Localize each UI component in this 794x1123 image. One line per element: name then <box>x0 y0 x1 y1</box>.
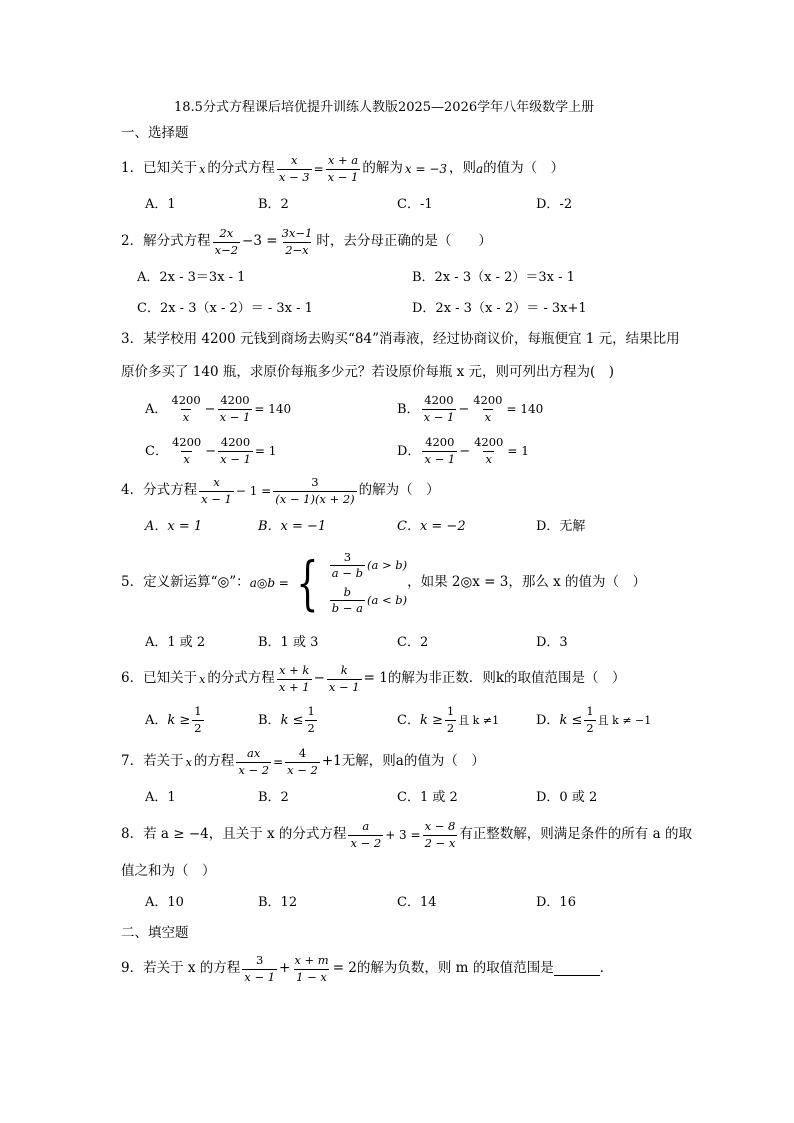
q2-text-2: 时，去分母正确的是（ ） <box>316 233 492 250</box>
q1-option-d[interactable]: D．-2 <box>536 197 573 212</box>
q6-op: − <box>313 670 325 687</box>
q1-solution: x = −3 <box>404 162 448 176</box>
document-title: 18.5分式方程课后培优提升训练人教版2025—2026学年八年级数学上册 <box>174 100 595 115</box>
q6-option-c[interactable]: C． k ≥ $\frac{1}{2}$ 且 k ≠1 <box>397 704 500 735</box>
q8-text: 若 a ≥ −4，且关于 x 的分式方程 <box>143 826 347 843</box>
q5-number: 5． <box>121 574 144 591</box>
q1-option-a[interactable]: A．1 <box>145 197 176 212</box>
q1-number: 1． <box>121 160 144 177</box>
q7-option-c[interactable]: C．1 或 2 <box>397 790 458 805</box>
q1-text-2: 的分式方程 <box>207 160 275 177</box>
q3-option-c[interactable]: C． $\frac{4200}{x}$ − $\frac{4200}{x - 1}$ = 1 <box>145 435 277 466</box>
q6-text-2: 的分式方程 <box>207 670 275 687</box>
q5-text-2: ，如果 2◎x = 3，那么 x 的值为（ ） <box>407 574 647 591</box>
q6-option-b[interactable]: B． k ≤ $\frac{1}{2}$ <box>258 704 315 735</box>
q1-a-var: a <box>476 162 484 176</box>
q1-option-c[interactable]: C．-1 <box>397 197 433 212</box>
q7-text-3: +1无解，则a的值为（ ） <box>321 753 485 770</box>
q3-option-a[interactable]: A． $\frac{4200}{x}$ − $\frac{4200}{x - 1}$ = 140 <box>145 393 292 424</box>
question-8 <box>121 817 692 853</box>
q1-fraction-1: $\frac{x}{x - 3}$ <box>278 153 310 184</box>
question-4 <box>121 474 440 508</box>
question-1 <box>121 153 564 185</box>
q4-option-a[interactable]: A．x = 1 <box>145 519 203 534</box>
question-7 <box>121 745 485 779</box>
q4-option-d[interactable]: D．无解 <box>536 519 586 534</box>
q5-option-b[interactable]: B．1 或 3 <box>258 635 319 650</box>
q7-text: 若关于 <box>143 753 184 770</box>
q7-option-b[interactable]: B．2 <box>258 790 289 805</box>
q6-fraction-2: $\frac{k}{x - 1}$ <box>328 663 360 694</box>
q9-number: 9． <box>121 960 144 977</box>
q2-fraction-1: $\frac{2x}{x-2}$ <box>214 226 239 257</box>
q7-number: 7． <box>121 753 144 770</box>
question-9 <box>121 951 613 987</box>
q8-option-a[interactable]: A．10 <box>145 895 184 910</box>
q7-fraction-2: $\frac{4}{x - 2}$ <box>287 746 318 777</box>
q6-text-3: = 1的解为非正数．则k的取值范围是（ ） <box>363 670 626 687</box>
q9-op: + <box>279 960 291 977</box>
q1-text-3: 的解为 <box>362 160 403 177</box>
q9-fraction-1: $\frac{3}{x - 1}$ <box>244 953 276 984</box>
q2-minus3: −3 = <box>242 233 278 250</box>
left-brace-icon: { <box>296 549 319 617</box>
question-5 <box>121 551 646 615</box>
q7-option-a[interactable]: A．1 <box>145 790 176 805</box>
q5-option-a[interactable]: A．1 或 2 <box>145 635 206 650</box>
question-6 <box>121 662 626 696</box>
q1-text-5: 的值为（ ） <box>483 160 565 177</box>
q4-text: 分式方程 <box>143 482 198 499</box>
q2-option-a[interactable]: A．2x - 3＝3x - 1 <box>137 270 246 285</box>
q8-text-2: + 3 = <box>385 828 421 842</box>
q4-text-3: 的解为（ ） <box>358 482 440 499</box>
q9-end: ． <box>599 960 614 977</box>
q1-var: x <box>199 162 206 176</box>
q9-answer-blank[interactable] <box>554 963 600 976</box>
question-2 <box>121 226 492 258</box>
q6-var: x <box>199 672 206 686</box>
q9-text: 若关于 x 的方程 <box>143 960 241 977</box>
q1-text: 已知关于 <box>143 160 198 177</box>
q8-option-b[interactable]: B．12 <box>258 895 298 910</box>
q2-option-b[interactable]: B．2x - 3（x - 2）＝3x - 1 <box>412 270 575 285</box>
q4-fraction-1: $\frac{x}{x - 1}$ <box>201 475 232 506</box>
q8-number: 8． <box>121 826 144 843</box>
q2-text: 解分式方程 <box>143 233 211 250</box>
q7-option-d[interactable]: D．0 或 2 <box>536 790 598 805</box>
q8-fraction-2: $\frac{x - 8}{2 - x}$ <box>424 819 456 850</box>
q2-fraction-2: $\frac{3x-1}{2-x}$ <box>281 226 313 257</box>
q3-option-b[interactable]: B． $\frac{4200}{x - 1}$ − $\frac{4200}{x}$ = 140 <box>397 393 544 424</box>
q6-option-d[interactable]: D． k ≤ $\frac{1}{2}$ 且 k ≠ −1 <box>536 704 652 735</box>
q8-option-d[interactable]: D．16 <box>536 895 576 910</box>
q5-option-d[interactable]: D．3 <box>536 635 568 650</box>
q2-option-c[interactable]: C．2x - 3（x - 2）＝ - 3x - 1 <box>137 301 313 316</box>
q9-fraction-2: $\frac{x + m}{1 - x}$ <box>294 953 329 984</box>
q7-text-2: 的方程 <box>193 753 235 770</box>
section-choice-heading: 一、选择题 <box>121 125 189 141</box>
q9-text-2: = 2的解为负数，则 m 的取值范围是 <box>332 960 554 977</box>
q7-equals: = <box>273 755 284 769</box>
q7-fraction-1: $\frac{ax}{x - 2}$ <box>238 746 270 777</box>
q1-fraction-2: $\frac{x + a}{x - 1}$ <box>327 153 359 184</box>
q1-option-b[interactable]: B．2 <box>258 197 289 212</box>
q4-option-c[interactable]: C．x = −2 <box>397 519 466 534</box>
question-3-line-1: 3．某学校用 4200 元钱到商场去购买“84”消毒液，经过协商议价，每瓶便宜 1 元，结果比用 <box>121 331 680 347</box>
question-8-line-2: 值之和为（ ） <box>121 863 216 879</box>
q4-fraction-2: $\frac{3}{(x - 1)(x + 2)}$ <box>275 475 355 506</box>
q1-text-4: ，则 <box>449 160 477 177</box>
q7-var: x <box>185 755 192 769</box>
question-3-line-2: 原价多买了 140 瓶，求原价每瓶多少元？若设原价每瓶 x 元，则可列出方程为( ) <box>121 364 615 380</box>
q2-number: 2． <box>121 233 144 250</box>
q4-text-2: − 1 = <box>235 484 272 498</box>
q5-option-c[interactable]: C．2 <box>397 635 429 650</box>
q6-text: 已知关于 <box>143 670 198 687</box>
q1-equals: = <box>313 162 324 176</box>
q8-fraction-1: $\frac{a}{x - 2}$ <box>350 819 382 850</box>
q6-fraction-1: $\frac{x + k}{x + 1}$ <box>278 663 310 694</box>
q6-option-a[interactable]: A． k ≥ $\frac{1}{2}$ <box>145 704 202 735</box>
section-fill-heading: 二、填空题 <box>121 925 189 941</box>
q4-option-b[interactable]: B．x = −1 <box>258 519 327 534</box>
q5-text: 定义新运算“◎”： <box>143 574 250 591</box>
q8-option-c[interactable]: C．14 <box>397 895 437 910</box>
q4-number: 4． <box>121 482 144 499</box>
q5-lhs: a◎b = <box>249 576 289 590</box>
q6-number: 6． <box>121 670 144 687</box>
q3-option-d[interactable]: D． $\frac{4200}{x - 1}$ − $\frac{4200}{x}$ = 1 <box>397 435 529 466</box>
q8-text-3: 有正整数解，则满足条件的所有 a 的取 <box>459 826 692 843</box>
q5-piecewise: { $\frac{3}{a - b}$ (a > b) $\frac{b}{b - a}$ (a < b) <box>296 549 408 617</box>
q2-option-d[interactable]: D．2x - 3（x - 2）＝ - 3x+1 <box>412 301 587 316</box>
